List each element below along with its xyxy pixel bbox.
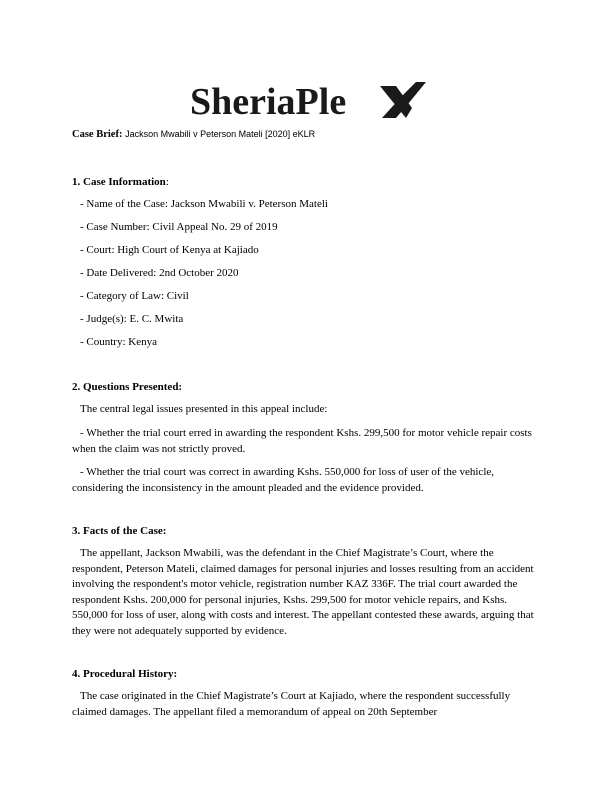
questions-intro: The central legal issues presented in this appeal include: (80, 403, 328, 415)
sheriaplex-logo (190, 78, 430, 124)
case-info-item: - Court: High Court of Kenya at Kajiado (80, 244, 259, 256)
question-item: - Whether the trial court erred in awarding the respondent Kshs. 299,500 for motor vehicle repair costs when the claim was not strictly proved. (72, 427, 532, 455)
case-info-item: - Case Number: Civil Appeal No. 29 of 2019 (80, 221, 278, 233)
case-info-item: - Country: Kenya (80, 336, 157, 348)
case-brief-line (72, 129, 315, 140)
procedural-history-heading: 4. Procedural History: (72, 668, 178, 680)
logo-text: SheriaPle (190, 81, 347, 123)
facts-body: The appellant, Jackson Mwabili, was the defendant in the Chief Magistrate’s Court, where the respondent, Peterson Mateli, claimed damages for personal injuries and losses resulting from an accident involving the respondent's motor vehicle, registration number KAZ 336F. The trial court awarded the respondent Kshs. 200,000 for personal injuries, Kshs. 299,500 for motor vehicle repairs, and Kshs. 550,000 for loss of user, along with costs and interest. The appellant contested these awards, arguing that they were not adequately supported by evidence. (72, 547, 534, 637)
case-info-item: - Category of Law: Civil (80, 290, 189, 302)
procedural-history-body: The case originated in the Chief Magistrate’s Court at Kajiado, where the respondent successfully claimed damages. The appellant filed a memorandum of appeal on 20th September (72, 690, 511, 718)
questions-presented-heading: 2. Questions Presented: (72, 381, 183, 393)
case-info-item: - Name of the Case: Jackson Mwabili v. Peterson Mateli (80, 198, 328, 210)
facts-heading: 3. Facts of the Case: (72, 525, 167, 537)
case-information-heading: 1. Case Information: (72, 176, 169, 188)
case-info-item: - Judge(s): E. C. Mwita (80, 313, 184, 325)
case-brief-title: Jackson Mwabili v Peterson Mateli [2020] eKLR (125, 129, 316, 139)
logo-x-mark (380, 82, 426, 118)
case-info-item: - Date Delivered: 2nd October 2020 (80, 267, 239, 279)
question-item: - Whether the trial court was correct in awarding Kshs. 550,000 for loss of user of the vehicle, considering the inconsistency in the amount pleaded and the evidence provided. (72, 466, 495, 494)
case-brief-label: Case Brief: (72, 129, 123, 140)
